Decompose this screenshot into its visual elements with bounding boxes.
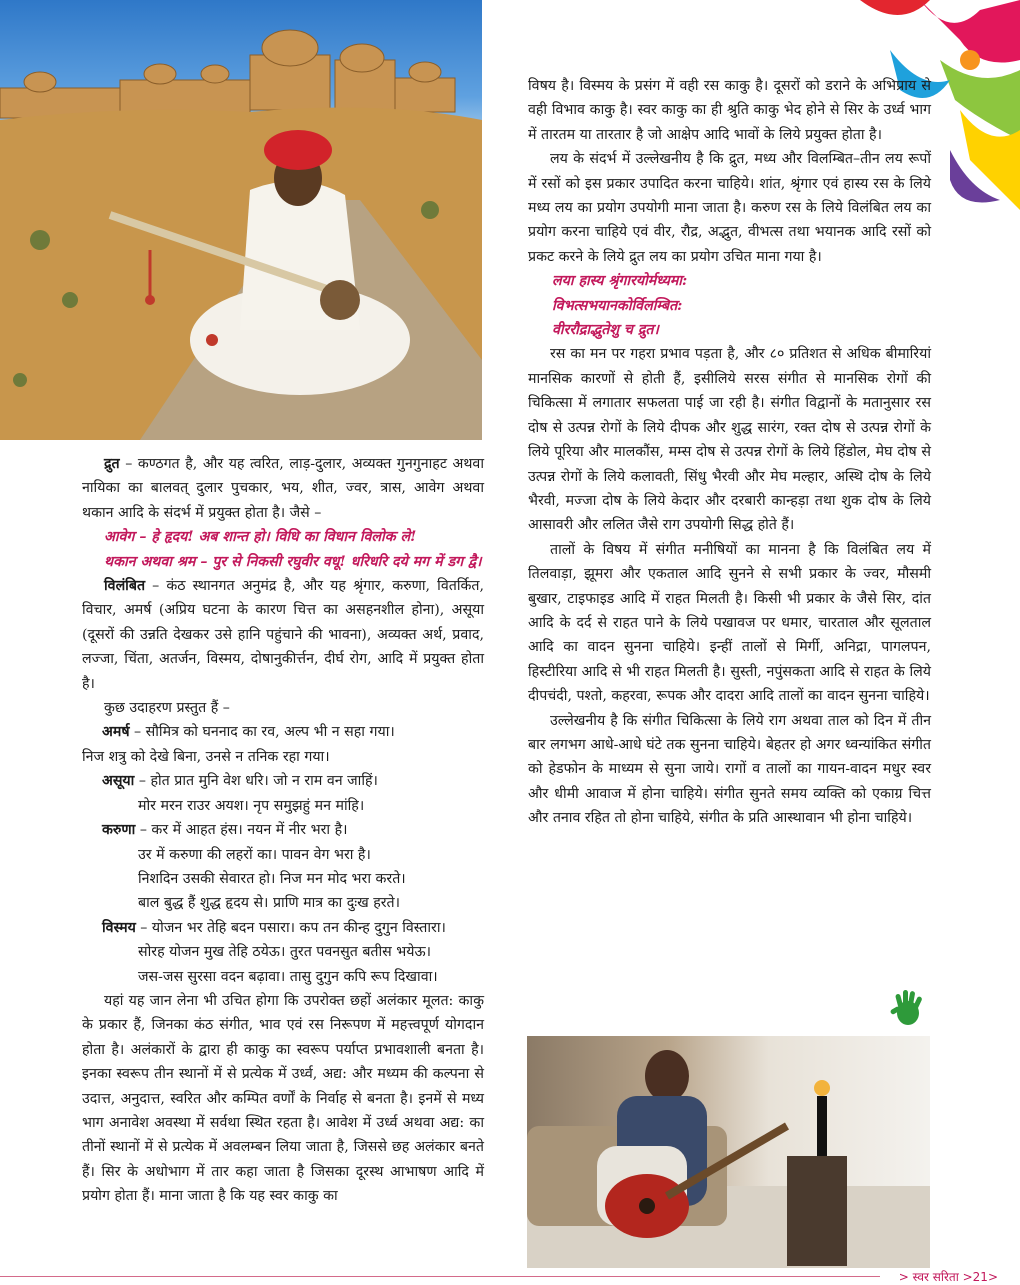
amarsh-text-1: – सौमित्र को घननाद का रव, अल्प भी न सहा गया।	[129, 724, 395, 741]
photo-couple-with-guitar	[527, 1036, 930, 1268]
asuya-line-1	[82, 769, 484, 793]
right-column-text	[528, 74, 931, 831]
tala-paragraph: तालों के विषय में संगीत मनीषियों का मानना है कि विलंबित लय में तिलवाड़ा, झूमरा और एकताल आदि सुनने से सभी प्रकार के ज्वर, मौसमी बुखार, टाइफाइड आदि में राहत मिलती है। किसी भी प्रकार के जैसे सिर, दांत आदि के दर्द से राहत पाने के लिये पखावज पर धमार, चारताल और सूलताल आदि का वादन सुनना चाहिये। इन्हीं तालों से मिर्गी, अनिद्रा, पागलपन, हिस्टीरिया आदि से भी राहत मिलती है। सुस्ती, नपुंसकता आदि से राहत के लिये दीपचंदी, पश्तो, कहरवा, रूपक और दादरा आदि तालों का वादन सुनना चाहिये।	[528, 541, 931, 705]
final-paragraph: उल्लेखनीय है कि संगीत चिकित्सा के लिये राग अथवा ताल को दिन में तीन बार लगभग आधे-आधे घंटे तक सुनना चाहिये। बेहतर हो अगर ध्वन्यांकित संगीत को हेडफोन के माध्यम से सुना जाये। रागों व तालों का गायन-वादन मधुर स्वर और धीमी आवाज में होना चाहिये। संगीत सुनते समय व्यक्ति को एकाग्र चित्त और तनाव रहित तो होना चाहिये, संगीत के प्रति आस्थावान भी होना चाहिये।	[528, 712, 931, 827]
karuna-term: करुणा	[102, 822, 136, 839]
karuna-text-1: – कर में आहत हंस। नयन में नीर भरा है।	[135, 822, 348, 839]
vismay-line-3: जस-जस सुरसा वदन बढ़ावा। तासु दुगुन कपि रूप दिखावा।	[138, 968, 438, 985]
footer-rule	[0, 1276, 880, 1277]
asuya-text-1: – होत प्रात मुनि वेश धरि। जो न राम वन जाहिं।	[134, 773, 378, 790]
vismay-line-1	[82, 916, 484, 940]
vilambit-text: – कंठ स्थानगत अनुमंद्र है, और यह श्रृंगार, करुणा, वितर्कित, विचार, अमर्ष (अप्रिय घटना के कारण चित्त का असहनशील होना), असूया (दूसरों की उन्नति देखकर उसे हानि पहुंचाने की भावना), अव्यक्त अर्थ, प्रवाद, लज्जा, चिंता, अतर्जन, विस्मय, दोषानुकीर्त्तन, दीर्घ रोग, आदि में प्रयुक्त होता है।	[82, 578, 484, 692]
rasa-paragraph: रस का मन पर गहरा प्रभाव पड़ता है, और ८० प्रतिशत से अधिक बीमारियां मानसिक कारणों से होती हैं, इसीलिये सरस संगीत से मानसिक रोगों की चिकित्सा में लगातार सफलता पाई जा रही है। संगीत विद्वानों के मतानुसार रस दोष से उत्पन्न रोगों के लिये दीपक और शुद्ध सारंग, रक्त दोष से उत्पन्न रोगों के लिये पूरिया और मालकौंस, मम्स दोष से उत्पन्न रोगों के लिये हिंडोल, मेघ दोष से उत्पन्न रोगों के लिये कलावती, सिंधु भैरवी और मेघ मल्हार, अस्थि दोष के लिये भैरवी, मज्जा दोष के लिये केदार और दरबारी कान्हड़ा तथा शुक दोष के लिये आसावरी और ललित जैसे राग उपयोगी सिद्ध होते हैं।	[528, 346, 931, 534]
druta-text: – कण्ठगत है, और यह त्वरित, लाड़-दुलार, अव्यक्त गुनगुनाहट अथवा नायिका का बालवत् दुलार पुचकार, भय, शीत, ज्वर, त्रास, आवेग अथवा थकान आदि के संदर्भ में प्रयुक्त होता है। जैसे –	[82, 456, 484, 521]
hand-print-icon	[886, 986, 930, 1030]
vismay-term: विस्मय	[102, 919, 136, 936]
closing-paragraph: यहां यह जान लेना भी उचित होगा कि उपरोक्त छहों अलंकार मूलत: काकु के प्रकार हैं, जिनका कंठ संगीत, भाव एवं रस निरूपण में महत्त्वपूर्ण योगदान होता है। अलंकारों के द्वारा ही काकु का स्वरूप पर्याप्त प्रभावशाली बनता है। इनका स्वरूप तीन स्थानों में से प्रत्येक में उर्ध्व, अद्य: और मध्यम की कल्पना से उदात्त, अनुदात्त, स्वरित और कम्पित वर्णों के निर्वाह से बनता है। इनमें से मध्य भाग अनावेश अवस्था में सर्वथा स्थित रहता है। आवेश में उर्ध्व अथवा अद्य: का तीनों स्थानों में से प्रत्येक में अवलम्बन लिया जाता है, जिससे छह अलंकार बनते हैं। सिर के अधोभाग में तार कहा जाता है जिसका दूरस्थ आभाषण आदि में प्रयोग होता हैं। माना जाता है कि यह स्वर काकु का	[82, 992, 484, 1205]
vilambit-term: विलंबित	[104, 578, 146, 595]
laya-paragraph: लय के संदर्भ में उल्लेखनीय है कि द्रुत, मध्य और विलम्बित–तीन लय रूपों में रसों को इस प्रकार उपादित करना चाहिये। शांत, श्रृंगार एवं हास्य रस के लिये मध्य लय का प्रयोग उपयोगी माना जाता है। करुण रस के लिये विलंबित लय का प्रयोग करना चाहिये एवं वीर, रौद्र, अद्भुत, वीभत्स तथा भयानक आदि रसों को प्रकट करने के लिये द्रुत लय का प्रयोग उचित माना गया है।	[528, 151, 931, 265]
couple-illustration	[527, 1036, 930, 1268]
druta-paragraph	[82, 452, 484, 525]
footer-page-label: > स्वर सरिता >21>	[893, 1268, 998, 1285]
karuna-line-3: निशदिन उसकी सेवारत हो। निज मन मोद भरा करते।	[138, 870, 406, 887]
karuna-line-2: उर में करुणा की लहरों का। पावन वेग भरा है।	[138, 846, 371, 863]
vismay-line-2: सोरह योजन मुख तेहि ठयेऊ। तुरत पवनसुत बतीस भयेऊ।	[138, 944, 432, 961]
continuation-paragraph: विषय है। विस्मय के प्रसंग में वही रस काकु है। दूसरों को डराने के अभिप्राय से वही विभाव काकु है। स्वर काकु का ही श्रुति काकु भेद होने से सिर के उर्ध्व भाग में तारतम या तारतार है जो आक्षेप आदि भावों के लिये प्रयुक्त होता है।	[528, 78, 931, 143]
amarsh-term: अमर्ष	[102, 724, 130, 741]
amarsh-line-1	[82, 720, 484, 744]
druta-term: द्रुत	[104, 456, 120, 472]
photo-rajasthani-musician	[0, 0, 482, 440]
amarsh-line-2: निज शत्रु को देखे बिना, उनसे न तनिक रहा गया।	[82, 748, 330, 765]
musician-illustration	[0, 0, 482, 440]
vismay-text-1: – योजन भर तेहि बदन पसारा। कप तन कीन्ह दुगुन विस्तारा।	[135, 919, 446, 936]
asuya-line-2: मोर मरन राउर अयश। नृप समुझहुं मन मांहि।	[138, 797, 365, 814]
karuna-line-1	[82, 818, 484, 842]
left-column-text	[82, 452, 484, 1209]
asuya-term: असूया	[102, 773, 135, 790]
quote-aaveg: आवेग – हे हृदय! अब शान्त हो। विधि का विधान विलोक ले!	[104, 529, 417, 546]
vilambit-paragraph	[82, 574, 484, 696]
examples-intro: कुछ उदाहरण प्रस्तुत हैं –	[104, 700, 230, 717]
sloka-line-1: लया हास्य श्रृंगारयोर्मध्यमा:	[552, 273, 688, 290]
quote-thakan: थकान अथवा श्रम – पुर से निकसी रघुवीर वधू! धरिधरि दये मग में डग द्वै।	[104, 553, 482, 570]
karuna-line-4: बाल बुद्ध हैं शुद्ध हृदय से। प्राणि मात्र का दुःख हरते।	[138, 895, 401, 912]
sloka-line-3: वीररौद्राद्भुतेशु च द्रुत।	[552, 322, 659, 339]
sloka-line-2: विभत्सभयानकोर्विलम्बित:	[552, 297, 683, 314]
